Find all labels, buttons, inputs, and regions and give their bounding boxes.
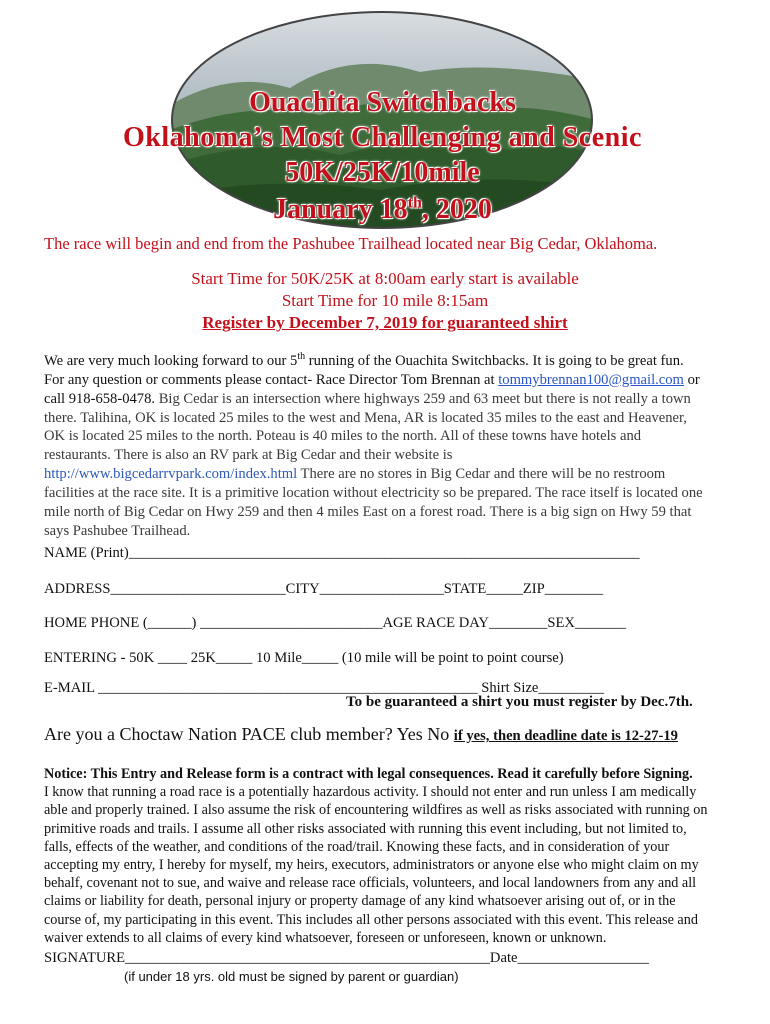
race-name-title: Ouachita Switchbacks: [249, 87, 516, 118]
pace-club-question[interactable]: Are you a Choctaw Nation PACE club member? Yes No if yes, then deadline date is 12-27-19: [44, 724, 678, 744]
race-location-intro: The race will begin and end from the Pashubee Trailhead located near Big Cedar, Oklahoma.: [44, 234, 658, 253]
name-field[interactable]: NAME (Print)______________________________________________________________________: [44, 545, 640, 561]
pace-deadline: if yes, then deadline date is 12-27-19: [453, 728, 678, 744]
guardian-signature-note: (if under 18 yrs. old must be signed by parent or guardian): [124, 969, 459, 984]
release-notice: Notice: This Entry and Release form is a contract with legal consequences. Read it carefully before Signing. I know that running a road race is a potentially hazardous activity. I should not enter and run unless I am medically able and properly trained. I also assume the risk of encountering wildfires as well as risks associated with running on primitive roads and trails. I assume all other risks associated with running this event including, but not limited to, falls, effects of the weather, and conditions of the road/trail. Knowing these facts, and in consideration of your accepting my entry, I hereby for myself, my heirs, executors, administrators or anyone else who might claim on my behalf, covenant not to sue, and waive and release race officials, volunteers, and local landowners from any and all claims or liability for death, personal injury or property damage of any kind whatsoever arising out of, or in the course of, my participating in this event. This includes all other persons associated with this event. This release and waiver extends to all claims of every kind whatsoever, foreseen or unforeseen, known or unknown.: [44, 765, 732, 947]
race-info-paragraph: We are very much looking forward to our 5th running of the Ouachita Switchbacks. It is going to be great fun. For any question or comments please contact- Race Director Tom Brennan at tommybrennan100@gmail.com or call 918-658-0478. Big Cedar is an intersection where highways 259 and 63 meet but there is not really a town there. Talihina, OK is located 25 miles to the west and Mena, AR is located 35 miles to the east and Heavener, OK is located 25 miles to the north. Poteau is 40 miles to the north. All of these towns have hotels and restaurants. There is also an RV park at Big Cedar and their website is http://www.bigcedarrvpark.com/index.html There are no stores in Big Cedar and there will be no restroom facilities at the race site. It is a primitive location without electricity so be prepared. The race itself is located one mile north of Big Cedar on Hwy 259 and then 4 miles East on a forest road. There is a big sign on Hwy 59 that says Pashubee Trailhead.: [44, 351, 703, 540]
register-deadline: Register by December 7, 2019 for guaranteed shirt: [202, 313, 568, 332]
notice-heading: Notice: This Entry and Release form is a contract with legal consequences. Read it carefully before Signing.: [44, 766, 693, 782]
entering-distance-field[interactable]: ENTERING - 50K ____ 25K_____ 10 Mile_____ (10 mile will be point to point course): [44, 650, 564, 666]
race-distances: 50K/25K/10mile: [285, 157, 480, 188]
race-tagline: Oklahoma’s Most Challenging and Scenic: [123, 122, 642, 153]
signature-date-field[interactable]: SIGNATURE__________________________________________________Date__________________: [44, 950, 649, 966]
phone-field[interactable]: HOME PHONE (______) _________________________AGE RACE DAY________SEX_______: [44, 615, 626, 631]
start-time-50k-25k: Start Time for 50K/25K at 8:00am early start is available: [191, 269, 579, 288]
shirt-guarantee-note: To be guaranteed a shirt you must register by Dec.7th.: [346, 694, 693, 710]
start-time-10-mile: Start Time for 10 mile 8:15am: [281, 291, 489, 310]
header-photo-banner: [123, 10, 642, 230]
director-email-link[interactable]: tommybrennan100@gmail.com: [498, 371, 684, 388]
email-shirt-size-field[interactable]: E-MAIL ____________________________________________________ Shirt Size_________: [44, 680, 605, 696]
race-date: January 18th, 2020: [273, 194, 492, 225]
address-field[interactable]: ADDRESS________________________CITY_________________STATE_____ZIP________: [44, 581, 604, 597]
rv-park-website-link[interactable]: http://www.bigcedarrvpark.com/index.html: [44, 466, 298, 483]
